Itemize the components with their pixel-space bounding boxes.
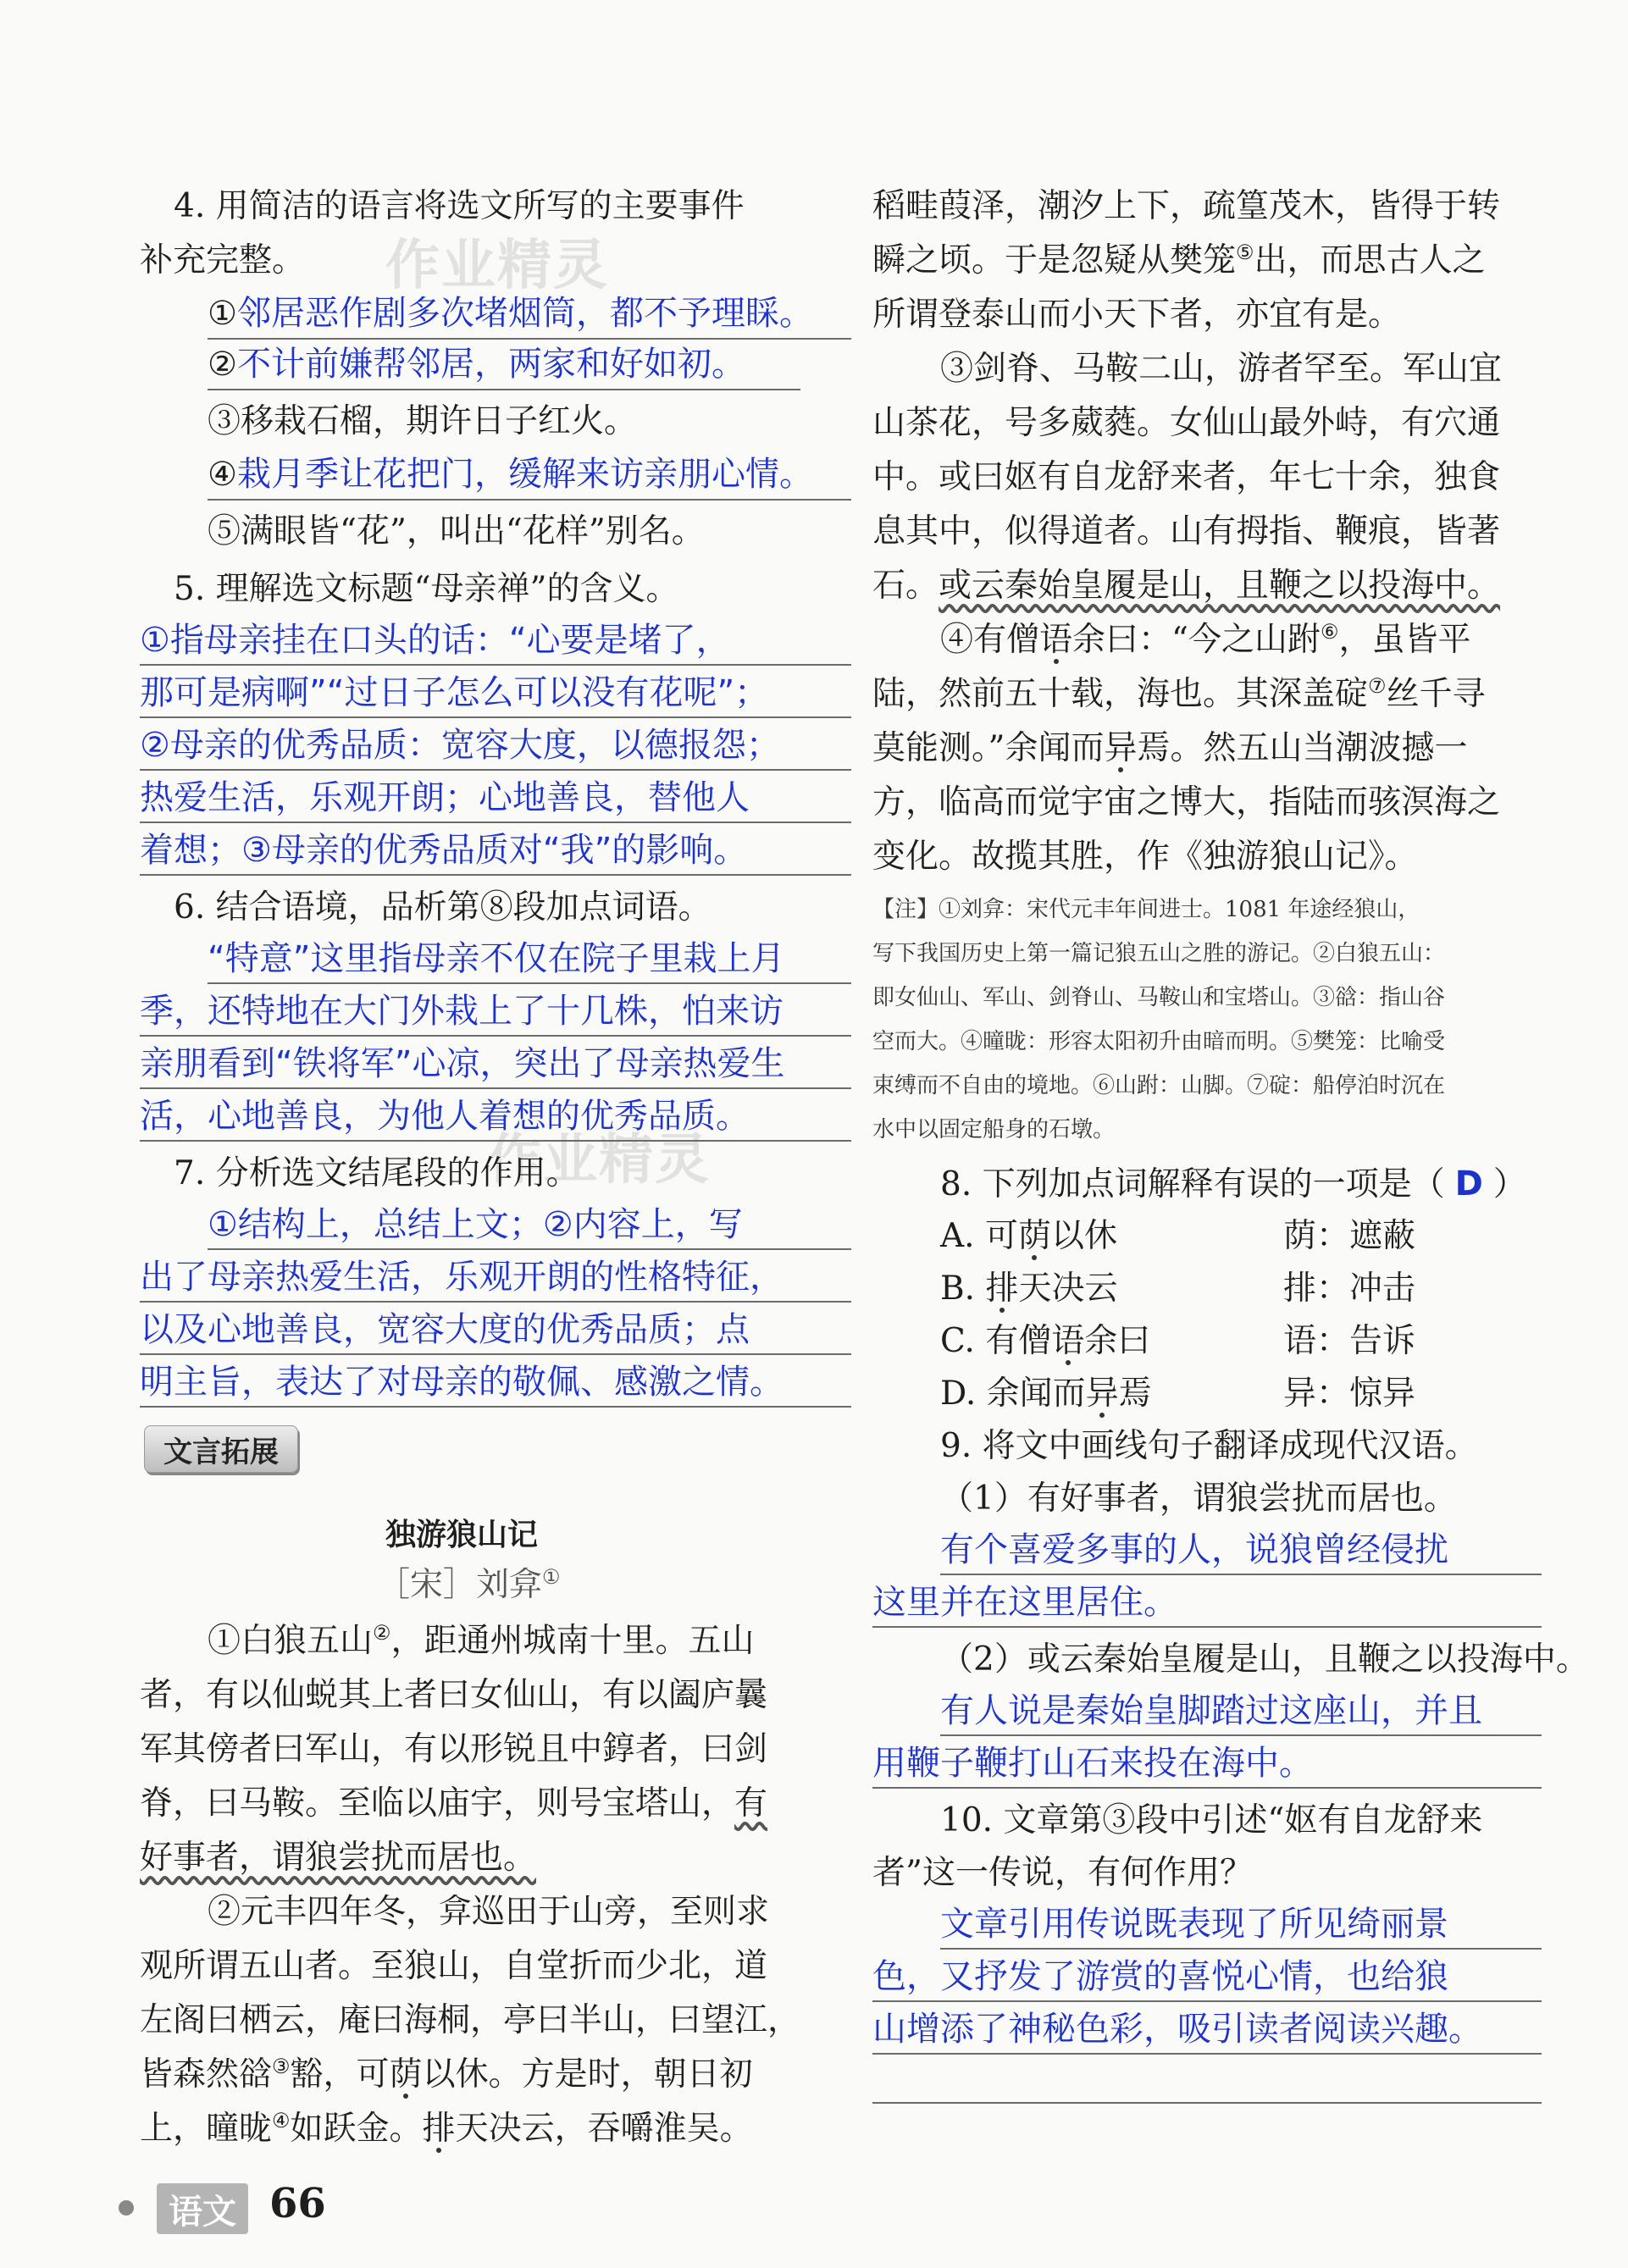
q9-answer: 有人说是秦始皇脚踏过这座山，并且	[940, 1687, 1542, 1736]
q8-stem: 8. 下列加点词解释有误的一项是（ D ）	[940, 1164, 1526, 1203]
passage-line: 陆，然前五十载，海也。其深盖碇⑦丝千寻	[872, 674, 1486, 713]
q10-stem: 10. 文章第③段中引述“妪有自龙舒来	[940, 1801, 1483, 1839]
passage-line: ④有僧语余曰：“今之山跗⑥，虽皆平	[940, 620, 1471, 659]
passage-line: 方，临高而觉宇宙之博大，指陆而骇溟海之	[872, 783, 1501, 821]
q4-stem: 4. 用简洁的语言将选文所写的主要事件	[174, 187, 745, 225]
watermark: 作业精灵	[385, 235, 609, 297]
q4-item-3: ③移栽石榴，期许日子红火。	[208, 402, 638, 440]
q5-answer: ①指母亲挂在口头的话：“心要是堵了，	[140, 617, 851, 666]
q10-answer: 色，又抒发了游赏的喜悦心情，也给狼	[872, 1953, 1542, 2002]
passage-line: ①白狼五山②，距通州城南十里。五山	[208, 1621, 755, 1660]
q5-answer: 那可是病啊”“过日子怎么可以没有花呢”；	[140, 669, 851, 718]
page-number: 66	[269, 2180, 326, 2227]
passage-line: 脊，曰马鞍。至临以庙宇，则号宝塔山，有	[140, 1784, 768, 1823]
q8-gloss: 荫：遮蔽	[1283, 1217, 1416, 1255]
q4-answer-2: ②不计前嫌帮邻居，两家和好如初。	[208, 340, 800, 390]
passage-line: 好事者，谓狼尝扰而居也。	[140, 1839, 537, 1877]
q8-gloss: 排：冲击	[1283, 1270, 1416, 1308]
passage-line: 石。或云秦始皇履是山，且鞭之以投海中。	[872, 567, 1501, 605]
q7-answer: 以及心地善良，宽容大度的优秀品质；点	[140, 1306, 851, 1355]
watermark: 作业精灵	[487, 1129, 711, 1192]
passage-line: 变化。故揽其胜，作《独游狼山记》。	[872, 838, 1418, 876]
blank-line	[872, 2102, 1542, 2104]
q10-stem: 者”这一传说，有何作用？	[872, 1854, 1253, 1892]
subject-badge: 语文	[157, 2183, 248, 2234]
footnote: 即女仙山、军山、剑脊山、马鞍山和宝塔山。③谽：指山谷	[872, 985, 1446, 1010]
q7-answer: 出了母亲热爱生活，乐观开朗的性格特征，	[140, 1253, 851, 1303]
passage-line: 中。或曰妪有自龙舒来者，年七十余，独食	[872, 458, 1501, 496]
section-label: 文言拓展	[144, 1425, 298, 1473]
passage-line: 皆森然谽③豁，可荫以休。方是时，朝日初	[140, 2055, 753, 2094]
passage-line: 稻畦葭泽，潮汐上下，疏篁茂木，皆得于转	[872, 187, 1501, 225]
passage-line: 瞬之顷。于是忽疑从樊笼⑤出，而思古人之	[872, 241, 1486, 279]
q4-item-5: ⑤满眼皆“花”，叫出“花样”别名。	[208, 512, 705, 550]
q8-option: C. 有僧语余曰	[940, 1322, 1151, 1360]
q5-answer: ②母亲的优秀品质：宽容大度，以德报怨；	[140, 722, 851, 771]
q8-option: B. 排天决云	[940, 1270, 1118, 1308]
q10-answer: 文章引用传说既表现了所见绮丽景	[940, 1900, 1542, 1950]
q7-stem: 7. 分析选文结尾段的作用。	[174, 1154, 579, 1192]
passage-line: 观所谓五山者。至狼山，自堂折而少北，道	[140, 1947, 768, 1985]
q4-answer-1: ①邻居恶作剧多次堵烟筒，都不予理睬。	[208, 290, 851, 340]
q5-answer: 热爱生活，乐观开朗；心地善良，替他人	[140, 774, 851, 823]
q8-gloss: 语：告诉	[1283, 1322, 1416, 1360]
passage-line: 者，有以仙蜕其上者曰女仙山，有以阖庐曩	[140, 1676, 768, 1714]
q6-stem: 6. 结合语境，品析第⑧段加点词语。	[174, 888, 712, 927]
q9-answer: 有个喜爱多事的人，说狼曾经侵扰	[940, 1526, 1542, 1575]
passage-line: 左阁曰栖云，庵曰海桐，亭曰半山，曰望江，	[140, 2001, 801, 2039]
q6-answer: 季，还特地在大门外栽上了十几株，怕来访	[140, 987, 851, 1037]
q6-answer: 亲朋看到“铁将军”心凉，突出了母亲热爱生	[140, 1040, 851, 1089]
passage-line: 所谓登泰山而小天下者，亦宜有是。	[872, 296, 1402, 334]
passage-author: ［宋］刘弇①	[377, 1565, 561, 1604]
q5-stem: 5. 理解选文标题“母亲禅”的含义。	[174, 570, 679, 608]
passage-line: 息其中，似得道者。山有拇指、鞭痕，皆著	[872, 512, 1501, 550]
q8-gloss: 异：惊异	[1283, 1375, 1416, 1413]
footnote: 水中以固定船身的石墩。	[872, 1117, 1116, 1142]
footnote: 束缚而不自由的境地。⑥山跗：山脚。⑦碇：船停泊时沉在	[872, 1073, 1446, 1098]
q9-sentence: （2）或云秦始皇履是山，且鞭之以投海中。	[940, 1640, 1589, 1679]
passage-line: 山茶花，号多葳蕤。女仙山最外峙，有穴通	[872, 404, 1501, 442]
q7-answer: 明主旨，表达了对母亲的敬佩、感激之情。	[140, 1358, 851, 1408]
passage-title: 独游狼山记	[385, 1518, 539, 1552]
q8-option: A. 可荫以休	[940, 1217, 1117, 1255]
q9-answer: 这里并在这里居住。	[872, 1579, 1542, 1628]
passage-line: 莫能测。”余闻而异焉。然五山当潮波撼一	[872, 729, 1468, 767]
passage-line: 军其傍者曰军山，有以形锐且中錞者，曰剑	[140, 1730, 768, 1768]
bullet-icon	[119, 2200, 134, 2215]
q6-answer: “特意”这里指母亲不仅在院子里栽上月	[208, 935, 851, 984]
q6-answer: 活，心地善良，为他人着想的优秀品质。	[140, 1093, 851, 1142]
passage-line: ③剑脊、马鞍二山，游者罕至。军山宜	[940, 350, 1503, 388]
q10-answer: 山增添了神秘色彩，吸引读者阅读兴趣。	[872, 2005, 1542, 2055]
q4-answer-4: ④栽月季让花把门，缓解来访亲朋心情。	[208, 451, 851, 501]
footnote: 空而大。④曈昽：形容太阳初升由暗而明。⑤樊笼：比喻受	[872, 1029, 1446, 1054]
footnote: 【注】①刘弇：宋代元丰年间进士。1081 年途经狼山，	[872, 897, 1420, 922]
q9-stem: 9. 将文中画线句子翻译成现代汉语。	[940, 1427, 1478, 1465]
q7-answer: ①结构上，总结上文；②内容上，写	[208, 1201, 851, 1250]
q4-stem: 补充完整。	[140, 241, 306, 279]
q8-option: D. 余闻而异焉	[940, 1375, 1152, 1413]
passage-line: ②元丰四年冬，弇巡田于山旁，至则求	[208, 1893, 770, 1931]
q9-answer: 用鞭子鞭打山石来投在海中。	[872, 1740, 1542, 1789]
q5-answer: 着想；③母亲的优秀品质对“我”的影响。	[140, 827, 851, 876]
footnote: 写下我国历史上第一篇记狼五山之胜的游记。②白狼五山：	[872, 941, 1446, 966]
passage-line: 上，曈昽④如跃金。排天决云，吞嚼淮吴。	[140, 2109, 753, 2148]
q9-sentence: （1）有好事者，谓狼尝扰而居也。	[940, 1480, 1457, 1518]
